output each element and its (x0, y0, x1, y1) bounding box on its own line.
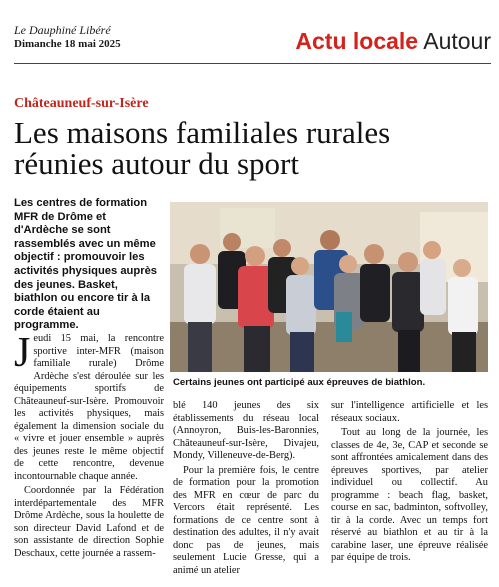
drop-cap: J (14, 330, 31, 376)
paragraph-6: Tout au long de la journée, les classes de 4e, 3e, CAP et seconde se sont affrontées amicalement dans des épreuves sportives, par atelier individuel ou collectif. Au programme : beach flag, basket, course en sac, badminton, softvolley, tir à la corde. Avec un temps fort réservé au biathlon et au tir à la carabine laser, une épreuve réalisée par équipe de trois. (331, 427, 488, 563)
issue-date: Dimanche 18 mai 2025 (14, 38, 121, 50)
photo-caption: Certains jeunes ont participé aux épreuves de biathlon. (173, 377, 426, 388)
section-title: Actu locale (295, 28, 419, 54)
paragraph-1-text: eudi 15 mai, la rencontre sportive inter-MFR (maison familiale rurale) Drôme Ardèche s'est déroulée sur les équipements sportifs de Châteauneuf-sur-Isère. Promouvoir les activités physiques, mais également la dimension sociale du « vivre et jouer ensemble » auprès des jeunes reste le même objectif de cette rencontre, devenue incontournable chaque année. (14, 333, 164, 482)
article-kicker: Châteauneuf-sur-Isère (14, 96, 149, 111)
paragraph-4: Pour la première fois, le centre de formation pour la promotion des MFR en cœur de parc du Vercors était représenté. Les formations de ce centre sont à destination des adultes, il n'y avait donc pas de jeunes, mais seulement Lucie Gresse, qui a animé un atelier (173, 464, 319, 576)
article-title (14, 117, 494, 179)
title-line-2: réunies autour du sport (14, 146, 299, 181)
article-column-1 (14, 330, 164, 562)
title-line-1: Les maisons familiales rurales (14, 115, 391, 150)
publication-name: Le Dauphiné Libéré (14, 23, 111, 37)
paragraph-1 (14, 330, 164, 483)
photo-illustration (170, 202, 488, 372)
article-photo (170, 202, 488, 372)
article-lead: Les centres de formation MFR de Drôme et d'Ardèche se sont rassemblés avec un même objectif : promouvoir les activités physiques auprès des jeunes. Basket, biathlon ou encore tir à la corde étaient au programme. (14, 197, 158, 332)
paragraph-3: blé 140 jeunes des six établissements du réseau local (Annoyron, Buis-les-Baronnies, Châteauneuf-sur-Isère, Divajeu, Mondy, Villeneuve-de-Berg). (173, 400, 319, 461)
paragraph-5: sur l'intelligence artificielle et les réseaux sociaux. (331, 400, 488, 424)
article-column-2 (173, 400, 319, 579)
paragraph-2: Coordonnée par la Fédération interdépartementale des MFR Drôme Ardèche, sous la houlette de son directeur David Lafond et de son assistante de direction Sophie Deschaux, cette journée a rassem- (14, 485, 164, 559)
article-column-3 (331, 400, 488, 567)
header-rule (14, 63, 491, 64)
section-subtitle: Autour (423, 28, 491, 54)
section-header (295, 28, 491, 54)
